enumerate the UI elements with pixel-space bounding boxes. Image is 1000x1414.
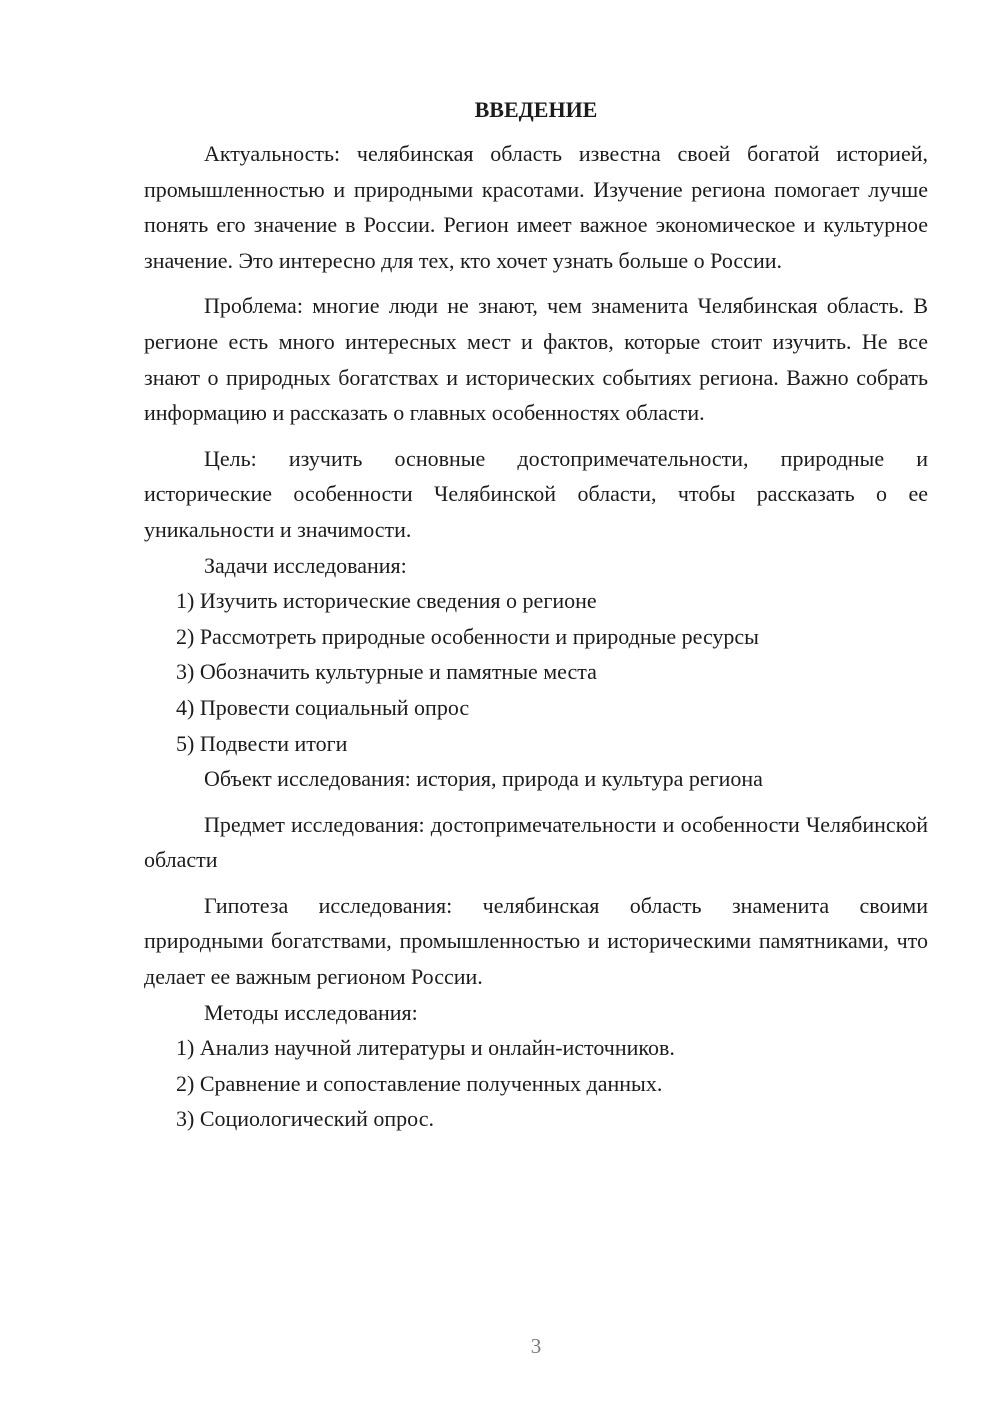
- subject-paragraph: Предмет исследования: достопримечательности и особенности Челябинской области: [144, 811, 928, 873]
- method-item-1: 1) Анализ научной литературы и онлайн-источников.: [176, 1035, 675, 1061]
- relevance-paragraph: Актуальность: челябинская область известна своей богатой историей, промышленностью и природными красотами. Изучение региона помогает лучше понять его значение в России. Регион имеет важное экономическое и культурное значение. Это интересно для тех, кто хочет узнать больше о России.: [144, 141, 928, 273]
- goal-paragraph: Цель: изучить основные достопримечательности, природные и исторические особенности Челябинской области, чтобы рассказать о ее уникальности и значимости.: [144, 445, 928, 542]
- problem-paragraph: Проблема: многие люди не знают, чем знаменита Челябинская область. В регионе есть много интересных мест и фактов, которые стоит изучить. Не все знают о природных богатствах и исторических событиях региона. Важно собрать информацию и рассказать о главных особенностях области.: [144, 293, 928, 426]
- page-content: [144, 92, 928, 1137]
- hypothesis-paragraph: Гипотеза исследования: челябинская область знаменита своими природными богатствами, промышленностью и историческими памятниками, что делает ее важным регионом России.: [144, 892, 928, 990]
- task-item-1: 1) Изучить исторические сведения о регионе: [176, 588, 597, 614]
- task-item-2: 2) Рассмотреть природные особенности и природные ресурсы: [176, 623, 759, 649]
- tasks-heading: Задачи исследования:: [204, 552, 407, 578]
- method-item-2: 2) Сравнение и сопоставление полученных данных.: [176, 1070, 663, 1096]
- page-number: 3: [530, 1334, 542, 1358]
- methods-heading: Методы исследования:: [204, 999, 418, 1025]
- task-item-5: 5) Подвести итоги: [176, 730, 348, 756]
- task-item-4: 4) Провести социальный опрос: [176, 694, 470, 720]
- object-paragraph: Объект исследования: история, природа и культура региона: [204, 766, 763, 792]
- method-item-3: 3) Социологический опрос.: [176, 1106, 434, 1132]
- section-title: ВВЕДЕНИЕ: [474, 97, 598, 122]
- task-item-3: 3) Обозначить культурные и памятные места: [176, 659, 597, 685]
